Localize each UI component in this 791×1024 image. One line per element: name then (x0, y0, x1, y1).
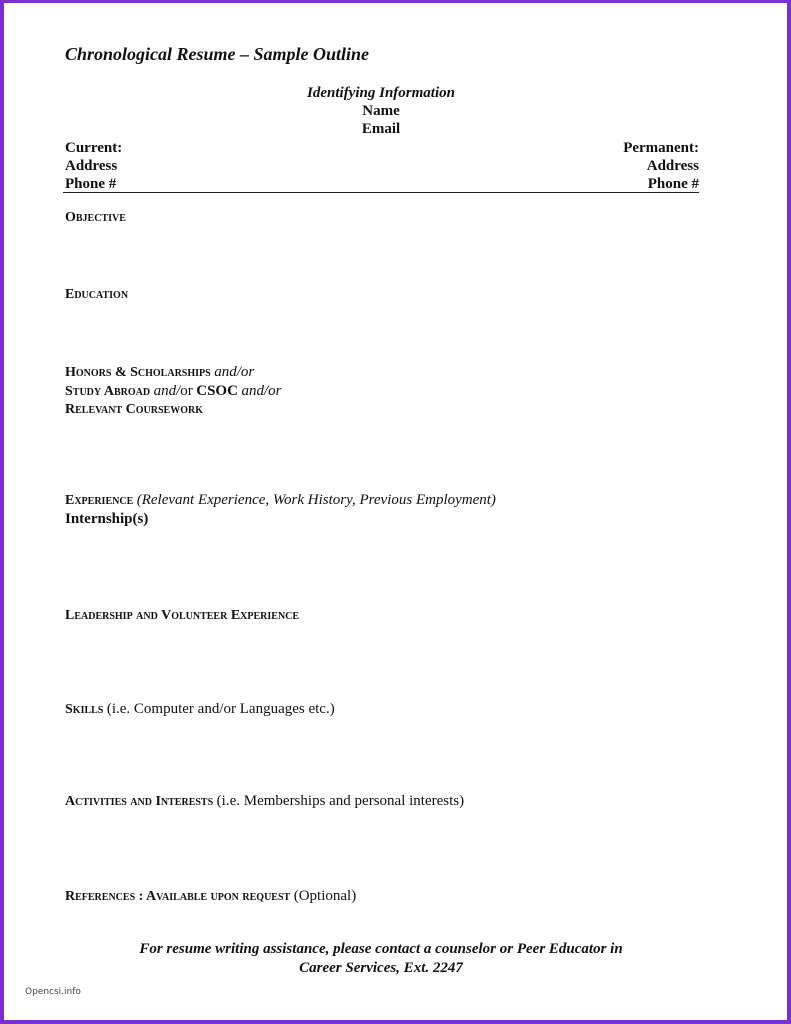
current-phone: Phone # (65, 176, 117, 192)
email-placeholder: Email (361, 121, 401, 137)
section-honors (65, 363, 281, 419)
permanent-address: Address (646, 158, 699, 174)
honors-line-2: Study Abroad and/or CSOC and/or (65, 383, 282, 399)
permanent-phone: Phone # (647, 176, 699, 192)
honors-line-1: Honors & Scholarships and/or (65, 364, 255, 380)
current-address: Address (65, 158, 118, 174)
experience-internships: Internship(s) (65, 511, 149, 527)
section-skills: Skills (i.e. Computer and/or Languages etc.) (65, 701, 335, 717)
section-leadership: Leadership and Volunteer Experience (65, 608, 300, 623)
experience-heading: Experience (Relevant Experience, Work History, Previous Employment) (65, 492, 496, 508)
footer-note (0, 940, 762, 978)
header-divider (63, 192, 699, 193)
permanent-contact-block (623, 139, 699, 193)
section-experience (65, 491, 496, 528)
current-label: Current: (65, 140, 123, 156)
section-activities: Activities and Interests (i.e. Memberships and personal interests) (65, 793, 465, 809)
document-title: Chronological Resume – Sample Outline (65, 44, 370, 64)
permanent-label: Permanent: (623, 140, 699, 156)
footer-line-2: Career Services, Ext. 2247 (299, 960, 463, 976)
honors-line-3: Relevant Coursework (65, 402, 204, 417)
watermark: Opencsi.info (25, 987, 81, 997)
identifying-information-heading: Identifying Information (307, 85, 455, 101)
section-objective: Objective (65, 210, 126, 225)
footer-line-1: For resume writing assistance, please contact a counselor or Peer Educator in (139, 941, 623, 957)
section-references: References : Available upon request (Optional) (65, 888, 357, 904)
name-placeholder: Name (362, 103, 400, 119)
section-education: Education (65, 287, 129, 302)
current-contact-block (65, 139, 122, 193)
